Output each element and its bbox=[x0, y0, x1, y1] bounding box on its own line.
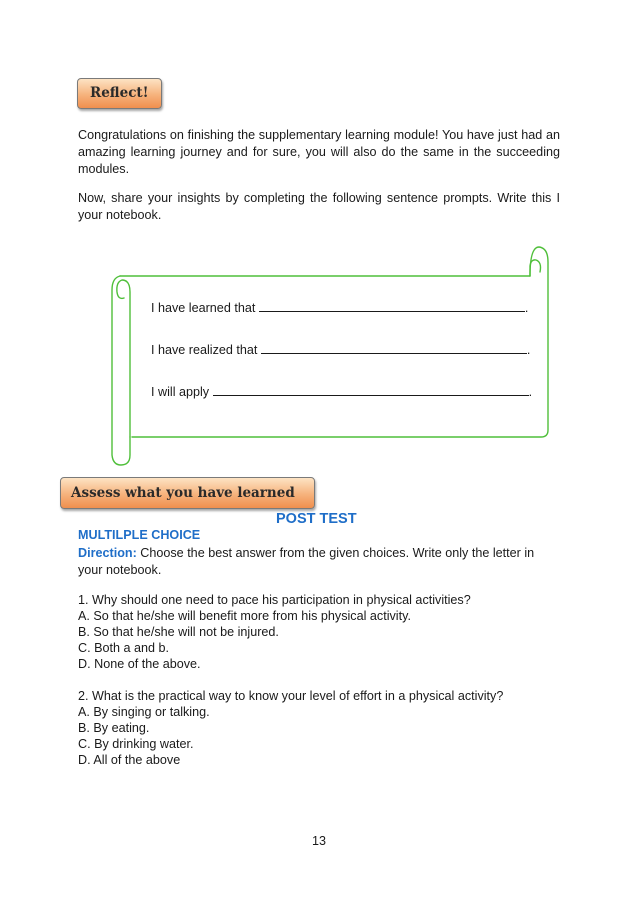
direction-label: Direction: bbox=[78, 546, 137, 560]
prompt-realized: I have realized that . bbox=[151, 340, 530, 357]
prompt-learned-blank bbox=[259, 298, 525, 312]
question-2-choice-a: A. By singing or talking. bbox=[78, 705, 210, 719]
prompt-apply-blank bbox=[213, 382, 529, 396]
question-1-choice-c: C. Both a and b. bbox=[78, 641, 170, 655]
assess-badge bbox=[60, 477, 315, 509]
page-number: 13 bbox=[311, 834, 326, 848]
question-2-choice-c: C. By drinking water. bbox=[78, 737, 194, 751]
question-2-choice-d: D. All of the above bbox=[78, 753, 181, 767]
prompt-apply: I will apply . bbox=[151, 382, 532, 399]
share-paragraph: Now, share your insights by completing the following sentence prompts. Write this I your notebook. bbox=[78, 191, 560, 222]
prompt-apply-label: I will apply bbox=[151, 385, 210, 399]
direction-text: Choose the best answer from the given choices. Write only the letter in your notebook. bbox=[78, 546, 535, 577]
question-2-choice-b: B. By eating. bbox=[78, 721, 150, 735]
post-test-title: POST TEST bbox=[276, 511, 357, 527]
prompt-realized-blank bbox=[261, 340, 527, 354]
question-1: 1. Why should one need to pace his participation in physical activities? bbox=[78, 593, 471, 607]
prompt-learned-label: I have learned that bbox=[151, 301, 256, 315]
direction-paragraph bbox=[78, 545, 560, 579]
intro-paragraph: Congratulations on finishing the supplementary learning module! You have just had an amazing learning journey and for sure, you will also do the same in the succeeding modules. bbox=[78, 128, 560, 176]
assess-badge-label: Assess what you have learned bbox=[71, 485, 295, 501]
question-1-choice-a: A. So that he/she will benefit more from his physical activity. bbox=[78, 609, 411, 623]
reflect-badge-label: Reflect! bbox=[90, 85, 149, 101]
prompt-realized-label: I have realized that bbox=[151, 343, 258, 357]
question-2: 2. What is the practical way to know your level of effort in a physical activity? bbox=[78, 689, 504, 703]
section-title: MULTILPLE CHOICE bbox=[78, 528, 201, 542]
question-1-choice-b: B. So that he/she will not be injured. bbox=[78, 625, 279, 639]
prompt-learned: I have learned that . bbox=[151, 298, 528, 315]
question-1-choice-d: D. None of the above. bbox=[78, 657, 201, 671]
